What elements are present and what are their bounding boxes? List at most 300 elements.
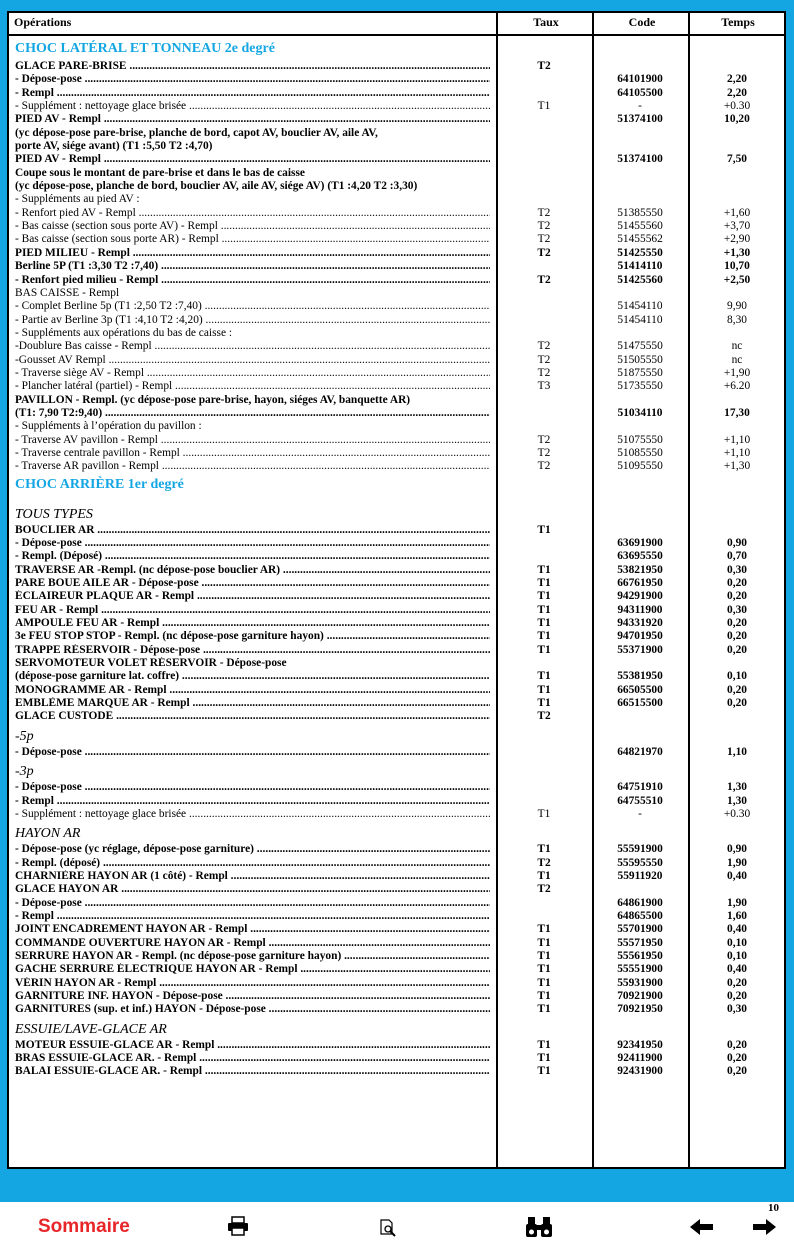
table-row	[9, 207, 784, 220]
temps-cell: 0,20	[727, 643, 747, 656]
table-row	[9, 447, 784, 460]
temps-cell: +2,90	[723, 233, 751, 246]
header-temps: Temps	[721, 15, 755, 29]
table-row	[9, 367, 784, 380]
code-cell: 63695550	[617, 550, 663, 563]
temps-cell: 2,20	[727, 86, 747, 99]
taux-cell: T1	[537, 617, 551, 630]
operation-text: PIED MILIEU - Rempl .....	[15, 247, 490, 260]
table-row	[9, 923, 784, 936]
table-row	[9, 1039, 784, 1052]
table-row	[9, 233, 784, 246]
table-row	[9, 781, 784, 794]
operation-text: FEU AR - Rempl .....	[15, 604, 490, 617]
taux-cell: T2	[537, 206, 551, 219]
code-cell: 51034110	[617, 406, 663, 419]
code-cell: 55591900	[617, 843, 663, 856]
operation-text: PIED AV - Rempl .....	[15, 153, 490, 166]
temps-cell: 0,30	[727, 1003, 747, 1016]
code-cell: 51095550	[617, 460, 663, 473]
operation-text: - Bas caisse (section sous porte AV) - Rempl .....	[15, 220, 490, 233]
taux-cell: T1	[537, 1065, 551, 1078]
table-row	[9, 746, 784, 759]
taux-cell: T2	[537, 246, 551, 259]
operation-text: SERVOMOTEUR VOLET RÉSERVOIR - Dépose-pose	[15, 657, 287, 670]
table-row	[9, 1003, 784, 1016]
code-cell: 51454110	[617, 300, 663, 313]
taux-cell: T2	[537, 883, 551, 896]
zoom-page-icon[interactable]	[379, 1219, 397, 1237]
table-row	[9, 327, 784, 340]
operation-text: PIED AV - Rempl .....	[15, 113, 490, 126]
table-row	[9, 950, 784, 963]
table-row	[9, 73, 784, 86]
operation-text: CHARNIÈRE HAYON AR (1 côté) - Rempl .....	[15, 870, 490, 883]
temps-cell: 0,20	[727, 1065, 747, 1078]
table-row	[9, 977, 784, 990]
code-cell: 51374100	[617, 113, 663, 126]
table-row	[9, 897, 784, 910]
temps-cell: 0,20	[727, 1038, 747, 1051]
subsection-heading	[9, 1017, 784, 1039]
operation-text: HAYON AR	[15, 826, 81, 842]
taux-cell: T1	[537, 1038, 551, 1051]
table-row	[9, 590, 784, 603]
table-row	[9, 380, 784, 393]
operation-text: ÉCLAIREUR PLAQUE AR - Rempl .....	[15, 590, 490, 603]
table-header	[9, 13, 784, 36]
temps-cell: 1,10	[727, 745, 747, 758]
operation-text: PARE BOUE AILE AR - Dépose-pose .....	[15, 577, 490, 590]
table-row	[9, 1052, 784, 1065]
table-row	[9, 300, 784, 313]
table-row	[9, 963, 784, 976]
operation-text: MOTEUR ESSUIE-GLACE AR - Rempl .....	[15, 1039, 490, 1052]
code-cell: 92341950	[617, 1038, 663, 1051]
taux-cell: T1	[537, 963, 551, 976]
arrow-left-icon[interactable]	[690, 1218, 714, 1236]
temps-cell: 0,40	[727, 963, 747, 976]
footer-nav	[0, 1202, 794, 1248]
code-cell: 51875550	[617, 366, 663, 379]
operation-text: GLACE HAYON AR .....	[15, 883, 490, 896]
taux-cell: T1	[537, 936, 551, 949]
operation-text: COMMANDE OUVERTURE HAYON AR - Rempl .....	[15, 937, 490, 950]
table-row	[9, 167, 784, 180]
taux-cell: T1	[537, 100, 551, 113]
code-cell: 64105500	[617, 86, 663, 99]
taux-cell: T1	[537, 1052, 551, 1064]
taux-cell: T1	[537, 577, 551, 590]
header-code: Code	[628, 15, 656, 29]
temps-cell: 0,90	[727, 537, 747, 549]
table-row	[9, 795, 784, 808]
table-row	[9, 843, 784, 856]
header-taux: Taux	[533, 15, 559, 29]
taux-cell: T3	[537, 380, 551, 393]
operation-text: - Dépose-pose .....	[15, 746, 490, 759]
table-row	[9, 870, 784, 883]
operation-text: (yc dépose-pose pare-brise, planche de bord, capot AV, bouclier AV, aile AV,	[15, 126, 378, 139]
operation-text: BRAS ESSUIE-GLACE AR. - Rempl .....	[15, 1052, 490, 1065]
operation-text: MONOGRAMME AR - Rempl .....	[15, 684, 490, 697]
operation-text: - Dépose-pose .....	[15, 897, 490, 910]
temps-cell: 0,10	[727, 949, 747, 962]
code-cell: 94291900	[617, 590, 663, 603]
table-row	[9, 153, 784, 166]
temps-cell: 0,20	[727, 1052, 747, 1064]
code-cell: 66505500	[617, 683, 663, 696]
operation-text: - Renfort pied milieu - Rempl .....	[15, 274, 490, 287]
table-row	[9, 857, 784, 870]
table-row	[9, 420, 784, 433]
table-row	[9, 60, 784, 73]
operation-text: JOINT ENCADREMENT HAYON AR - Rempl .....	[15, 923, 490, 936]
code-cell: 64101900	[617, 73, 663, 86]
taux-cell: T2	[537, 446, 551, 459]
temps-cell: 10,70	[724, 260, 750, 273]
subsection-heading	[9, 821, 784, 843]
operation-text: - Rempl .....	[15, 795, 490, 808]
temps-cell: 0,70	[727, 550, 747, 563]
table-row	[9, 180, 784, 193]
operation-text: GACHE SERRURE ÉLECTRIQUE HAYON AR - Rempl .....	[15, 963, 490, 976]
taux-cell: T2	[537, 340, 551, 353]
operation-text: - Rempl .....	[15, 910, 490, 923]
operation-text: ESSUIE/LAVE-GLACE AR	[15, 1021, 167, 1037]
sommaire-link[interactable]: Sommaire	[38, 1216, 130, 1237]
operation-text: BOUCLIER AR .....	[15, 524, 490, 537]
taux-cell: T1	[537, 603, 551, 616]
code-cell: 55701900	[617, 923, 663, 936]
table-row	[9, 287, 784, 300]
operation-text: EMBLÈME MARQUE AR - Rempl .....	[15, 697, 490, 710]
table-row	[9, 354, 784, 367]
temps-cell: +1,60	[723, 206, 751, 219]
table-row	[9, 407, 784, 420]
temps-cell: +3,70	[723, 220, 751, 233]
table-row	[9, 657, 784, 670]
operation-text: (yc dépose-pose, planche de bord, bouclier AV, aile AV, siége AV) (T1 :4,20 T2 :3,30)	[15, 180, 418, 193]
code-cell: 55595550	[617, 856, 663, 869]
code-cell: -	[638, 100, 642, 113]
taux-cell: T2	[537, 273, 551, 286]
temps-cell: nc	[731, 353, 743, 366]
taux-cell: T1	[537, 630, 551, 643]
operation-text: AMPOULE FEU AR - Rempl .....	[15, 617, 490, 630]
operation-text: - Plancher latéral (partiel) - Rempl .....	[15, 380, 490, 393]
temps-cell: 0,20	[727, 976, 747, 989]
operation-text: GLACE PARE-BRISE .....	[15, 60, 490, 73]
temps-cell: 0,30	[727, 603, 747, 616]
operation-text: - Dépose-pose .....	[15, 73, 490, 86]
taux-cell: T1	[537, 976, 551, 989]
arrow-right-icon[interactable]	[752, 1218, 776, 1236]
table-row	[9, 883, 784, 896]
operation-text: GARNITURE INF. HAYON - Dépose-pose .....	[15, 990, 490, 1003]
operation-text: Berline 5P (T1 :3,30 T2 :7,40) .....	[15, 260, 490, 273]
printer-icon[interactable]	[227, 1216, 249, 1236]
operation-text: - Partie av Berline 3p (T1 :4,10 T2 :4,20) .....	[15, 314, 490, 327]
operation-text: GLACE CUSTODE .....	[15, 710, 490, 723]
taux-cell: T2	[537, 353, 551, 366]
operation-text: - Dépose-pose .....	[15, 537, 490, 550]
taux-cell: T1	[537, 523, 551, 536]
subsection-heading	[9, 502, 784, 524]
code-cell: 94701950	[617, 630, 663, 643]
table-row	[9, 220, 784, 233]
taux-cell: T1	[537, 843, 551, 856]
temps-cell: +2,50	[723, 273, 751, 286]
operation-text: -Gousset AV Rempl .....	[15, 354, 490, 367]
table-row	[9, 434, 784, 447]
taux-cell: T1	[537, 590, 551, 603]
operation-text: - Dépose-pose .....	[15, 781, 490, 794]
temps-cell: +1,90	[723, 366, 751, 379]
operation-text: porte AV, siége avant) (T1 :5,50 T2 :4,70)	[15, 140, 213, 153]
table-row	[9, 340, 784, 353]
code-cell: 92411900	[617, 1052, 663, 1064]
table-row	[9, 604, 784, 617]
operation-text: - Complet Berline 5p (T1 :2,50 T2 :7,40) .....	[15, 300, 490, 313]
operation-text: (T1: 7,90 T2:9,40) .....	[15, 407, 490, 420]
operation-text: PAVILLON - Rempl. (yc dépose-pose pare-brise, hayon, siéges AV, banquette AR)	[15, 393, 411, 406]
operation-text: - Rempl. (Déposé) .....	[15, 550, 490, 563]
temps-cell: 0,10	[727, 670, 747, 683]
table-row	[9, 910, 784, 923]
operation-text: - Supplément : nettoyage glace brisée .....	[15, 808, 490, 821]
table-row	[9, 684, 784, 697]
temps-cell: 0,20	[727, 577, 747, 590]
page-number: 10	[768, 1202, 779, 1214]
table-row	[9, 394, 784, 407]
code-cell: 55381950	[617, 670, 663, 683]
operation-text: GARNITURES (sup. et inf.) HAYON - Dépose-pose .....	[15, 1003, 490, 1016]
temps-cell: 8,30	[727, 313, 747, 326]
code-cell: 92431900	[617, 1065, 663, 1078]
code-cell: -	[638, 807, 642, 820]
table-row	[9, 644, 784, 657]
section-heading	[9, 38, 784, 60]
code-cell: 64751910	[617, 781, 663, 794]
operation-text: VÉRIN HAYON AR - Rempl .....	[15, 977, 490, 990]
taux-cell: T1	[537, 949, 551, 962]
binoculars-icon[interactable]	[525, 1216, 553, 1238]
temps-cell: +0.30	[723, 100, 751, 113]
taux-cell: T2	[537, 710, 551, 723]
temps-cell: 0,40	[727, 923, 747, 936]
taux-cell: T1	[537, 670, 551, 683]
operation-text: - Bas caisse (section sous porte AR) - Rempl .....	[15, 233, 490, 246]
taux-cell: T2	[537, 60, 551, 72]
code-cell: 51085550	[617, 446, 663, 459]
table-row	[9, 113, 784, 126]
temps-cell: 7,50	[727, 153, 747, 166]
operation-text: Coupe sous le montant de pare-brise et dans le bas de caisse	[15, 166, 305, 179]
table-row	[9, 87, 784, 100]
temps-cell: 1,30	[727, 794, 747, 807]
table-row	[9, 697, 784, 710]
code-cell: 64865500	[617, 909, 663, 922]
section-heading	[9, 474, 784, 496]
operation-text: TRAVERSE AR -Rempl. (nc dépose-pose bouclier AR) .....	[15, 564, 490, 577]
table-row	[9, 100, 784, 113]
temps-cell: 1,30	[727, 781, 747, 794]
operation-text: - Renfort pied AV - Rempl .....	[15, 207, 490, 220]
table-row	[9, 260, 784, 273]
temps-cell: 0,20	[727, 590, 747, 603]
code-cell: 66515500	[617, 697, 663, 710]
code-cell: 55911920	[617, 869, 663, 882]
temps-cell: 0,40	[727, 869, 747, 882]
operation-text: - Suppléments au pied AV :	[15, 193, 140, 206]
code-cell: 53821950	[617, 563, 663, 576]
code-cell: 51414110	[617, 260, 663, 273]
operation-text: - Suppléments aux opérations du bas de caisse :	[15, 326, 233, 339]
taux-cell: T2	[537, 856, 551, 869]
subsection-heading	[9, 724, 784, 746]
table-row	[9, 990, 784, 1003]
temps-cell: 0,20	[727, 989, 747, 1002]
code-cell: 64821970	[617, 745, 663, 758]
table-row	[9, 524, 784, 537]
temps-cell: +6.20	[723, 380, 751, 393]
taux-cell: T1	[537, 1003, 551, 1016]
taux-cell: T1	[537, 807, 551, 820]
table-row	[9, 314, 784, 327]
table-row	[9, 537, 784, 550]
operation-text: - Rempl. (déposé) .....	[15, 857, 490, 870]
code-cell: 70921900	[617, 989, 663, 1002]
operation-text: - Traverse AV pavillon - Rempl .....	[15, 434, 490, 447]
temps-cell: +1,10	[723, 433, 751, 446]
temps-cell: +1,10	[723, 446, 751, 459]
operation-text: TRAPPE RÉSERVOIR - Dépose-pose .....	[15, 644, 490, 657]
operation-text: - Rempl .....	[15, 87, 490, 100]
operation-text: BALAI ESSUIE-GLACE AR. - Rempl .....	[15, 1065, 490, 1078]
operation-text: SERRURE HAYON AR - Rempl. (nc dépose-pose garniture hayon) .....	[15, 950, 490, 963]
taux-cell: T1	[537, 923, 551, 936]
code-cell: 51455562	[617, 233, 663, 246]
operation-text: CHOC ARRIÈRE 1er degré	[15, 476, 184, 492]
taux-cell: T1	[537, 989, 551, 1002]
code-cell: 70921950	[617, 1003, 663, 1016]
code-cell: 64861900	[617, 896, 663, 909]
taux-cell: T2	[537, 460, 551, 473]
code-cell: 51735550	[617, 380, 663, 393]
temps-cell: 9,90	[727, 300, 747, 313]
temps-cell: 0,90	[727, 843, 747, 856]
code-cell: 55931900	[617, 976, 663, 989]
temps-cell: +1,30	[723, 460, 751, 473]
operation-text: BAS CAISSE - Rempl	[15, 286, 120, 299]
operation-text: (dépose-pose garniture lat. coffre) .....	[15, 670, 490, 683]
operation-text: - Dépose-pose (yc réglage, dépose-pose garniture) .....	[15, 843, 490, 856]
table-row	[9, 577, 784, 590]
code-cell: 51374100	[617, 153, 663, 166]
temps-cell: 17,30	[724, 406, 750, 419]
temps-cell: 1,60	[727, 909, 747, 922]
operation-text: - Traverse siège AV - Rempl .....	[15, 367, 490, 380]
header-operations: Opérations	[14, 15, 72, 29]
table-row	[9, 808, 784, 821]
table-row	[9, 193, 784, 206]
operation-text: TOUS TYPES	[15, 506, 93, 522]
code-cell: 51454110	[617, 313, 663, 326]
table-row	[9, 247, 784, 260]
code-cell: 51425560	[617, 273, 663, 286]
code-cell: 55371900	[617, 643, 663, 656]
temps-cell: 1,90	[727, 856, 747, 869]
operation-text: - Suppléments à l’opération du pavillon :	[15, 420, 202, 433]
table-row	[9, 630, 784, 643]
table-row	[9, 564, 784, 577]
table-row	[9, 140, 784, 153]
taux-cell: T1	[537, 643, 551, 656]
operation-text: - Traverse centrale pavillon - Rempl .....	[15, 447, 490, 460]
taux-cell: T1	[537, 563, 551, 576]
code-cell: 64755510	[617, 794, 663, 807]
code-cell: 51385550	[617, 206, 663, 219]
code-cell: 51475550	[617, 340, 663, 353]
code-cell: 94311900	[617, 603, 663, 616]
code-cell: 51505550	[617, 353, 663, 366]
table-row	[9, 127, 784, 140]
taux-cell: T1	[537, 869, 551, 882]
operations-table	[7, 11, 786, 1169]
operation-text: -5p	[15, 728, 34, 744]
temps-cell: 0,30	[727, 563, 747, 576]
operation-text: - Supplément : nettoyage glace brisée .....	[15, 100, 490, 113]
temps-cell: +0.30	[723, 807, 751, 820]
operation-text: CHOC LATÉRAL ET TONNEAU 2e degré	[15, 41, 275, 56]
taux-cell: T2	[537, 366, 551, 379]
code-cell: 55561950	[617, 949, 663, 962]
temps-cell: 1,90	[727, 896, 747, 909]
operation-text: 3e FEU STOP STOP - Rempl. (nc dépose-pose garniture hayon) .....	[15, 630, 490, 643]
table-row	[9, 937, 784, 950]
temps-cell: 2,20	[727, 73, 747, 86]
temps-cell: 0,10	[727, 936, 747, 949]
subsection-heading	[9, 759, 784, 781]
code-cell: 51425550	[617, 246, 663, 259]
temps-cell: 10,20	[724, 113, 750, 126]
table-row	[9, 274, 784, 287]
taux-cell: T2	[537, 433, 551, 446]
taux-cell: T2	[537, 220, 551, 233]
taux-cell: T1	[537, 697, 551, 710]
code-cell: 55551900	[617, 963, 663, 976]
table-body	[9, 38, 784, 1079]
operation-text: - Traverse AR pavillon - Rempl .....	[15, 460, 490, 473]
operation-text: -Doublure Bas caisse - Rempl .....	[15, 340, 490, 353]
temps-cell: 0,20	[727, 630, 747, 643]
table-row	[9, 460, 784, 473]
temps-cell: nc	[731, 340, 743, 353]
temps-cell: 0,20	[727, 617, 747, 630]
code-cell: 63691900	[617, 537, 663, 549]
temps-cell: 0,20	[727, 697, 747, 710]
table-row	[9, 710, 784, 723]
taux-cell: T2	[537, 233, 551, 246]
code-cell: 66761950	[617, 577, 663, 590]
operation-text: -3p	[15, 764, 34, 780]
table-row	[9, 550, 784, 563]
temps-cell: 0,20	[727, 683, 747, 696]
temps-cell: +1,30	[723, 246, 751, 259]
code-cell: 51455560	[617, 220, 663, 233]
code-cell: 55571950	[617, 936, 663, 949]
